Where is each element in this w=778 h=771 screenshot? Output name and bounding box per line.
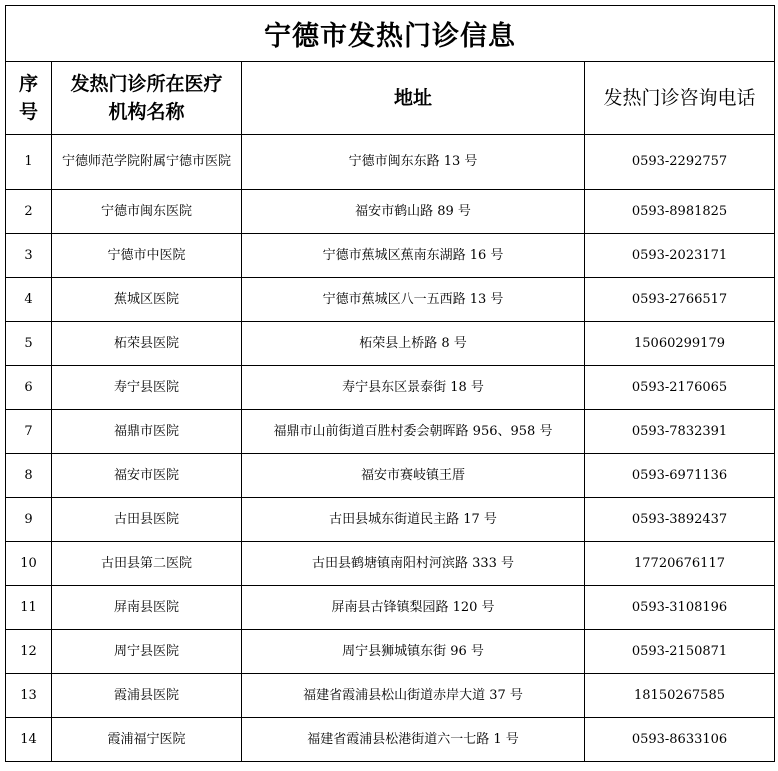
row-address-cell: 宁德市蕉城区八一五西路 13 号 [242,278,585,322]
table-title: 宁德市发热门诊信息 [6,6,775,62]
row-address-cell: 宁德市闽东东路 13 号 [242,135,585,190]
table-row [6,410,775,454]
row-hospital-name-cell: 福鼎市医院 [52,410,242,454]
table-row [6,234,775,278]
row-address-cell: 古田县鹤塘镇南阳村河滨路 333 号 [242,542,585,586]
row-hospital-name-cell: 周宁县医院 [52,630,242,674]
table-row [6,630,775,674]
header-address: 地址 [242,62,585,135]
row-index-cell: 10 [6,542,52,586]
row-index-cell: 6 [6,366,52,410]
row-address-cell: 福安市鹤山路 89 号 [242,190,585,234]
row-hospital-name-cell: 古田县第二医院 [52,542,242,586]
table-row [6,322,775,366]
header-name: 发热门诊所在医疗机构名称 [52,62,242,135]
header-phone: 发热门诊咨询电话 [585,62,775,135]
row-phone-cell: 0593-2292757 [585,135,775,190]
row-hospital-name-cell: 福安市医院 [52,454,242,498]
row-address-cell: 福鼎市山前街道百胜村委会朝晖路 956、958 号 [242,410,585,454]
row-phone-cell: 0593-2150871 [585,630,775,674]
row-phone-cell: 0593-2766517 [585,278,775,322]
row-hospital-name-cell: 宁德师范学院附属宁德市医院 [52,135,242,190]
header-index: 序号 [6,62,52,135]
row-hospital-name-cell: 蕉城区医院 [52,278,242,322]
row-address-cell: 福建省霞浦县松港街道六一七路 1 号 [242,718,585,762]
row-hospital-name-cell: 宁德市中医院 [52,234,242,278]
row-hospital-name-cell: 柘荣县医院 [52,322,242,366]
table-row [6,278,775,322]
row-index-cell: 13 [6,674,52,718]
row-phone-cell: 15060299179 [585,322,775,366]
row-address-cell: 福安市赛岐镇王厝 [242,454,585,498]
row-address-cell: 柘荣县上桥路 8 号 [242,322,585,366]
table-row [6,190,775,234]
row-hospital-name-cell: 宁德市闽东医院 [52,190,242,234]
row-index-cell: 14 [6,718,52,762]
table-row [6,498,775,542]
table-row [6,366,775,410]
row-hospital-name-cell: 屏南县医院 [52,586,242,630]
row-phone-cell: 0593-8633106 [585,718,775,762]
row-index-cell: 2 [6,190,52,234]
row-phone-cell: 0593-6971136 [585,454,775,498]
row-index-cell: 7 [6,410,52,454]
table-row [6,454,775,498]
row-address-cell: 福建省霞浦县松山街道赤岸大道 37 号 [242,674,585,718]
row-index-cell: 5 [6,322,52,366]
fever-clinic-sheet [5,5,774,762]
table-row [6,542,775,586]
row-index-cell: 12 [6,630,52,674]
row-address-cell: 宁德市蕉城区蕉南东湖路 16 号 [242,234,585,278]
table-row [6,135,775,190]
row-address-cell: 古田县城东街道民主路 17 号 [242,498,585,542]
row-address-cell: 寿宁县东区景泰街 18 号 [242,366,585,410]
row-hospital-name-cell: 霞浦福宁医院 [52,718,242,762]
row-phone-cell: 0593-2023171 [585,234,775,278]
table-row [6,674,775,718]
row-address-cell: 周宁县狮城镇东街 96 号 [242,630,585,674]
row-phone-cell: 0593-3108196 [585,586,775,630]
row-phone-cell: 0593-3892437 [585,498,775,542]
fever-clinic-table [5,5,775,762]
row-hospital-name-cell: 霞浦县医院 [52,674,242,718]
row-phone-cell: 0593-8981825 [585,190,775,234]
row-phone-cell: 0593-2176065 [585,366,775,410]
row-phone-cell: 17720676117 [585,542,775,586]
row-index-cell: 3 [6,234,52,278]
row-hospital-name-cell: 古田县医院 [52,498,242,542]
table-row [6,718,775,762]
row-index-cell: 8 [6,454,52,498]
row-address-cell: 屏南县古锋镇梨园路 120 号 [242,586,585,630]
row-phone-cell: 18150267585 [585,674,775,718]
row-index-cell: 1 [6,135,52,190]
row-phone-cell: 0593-7832391 [585,410,775,454]
row-hospital-name-cell: 寿宁县医院 [52,366,242,410]
row-index-cell: 4 [6,278,52,322]
table-row [6,586,775,630]
row-index-cell: 9 [6,498,52,542]
row-index-cell: 11 [6,586,52,630]
